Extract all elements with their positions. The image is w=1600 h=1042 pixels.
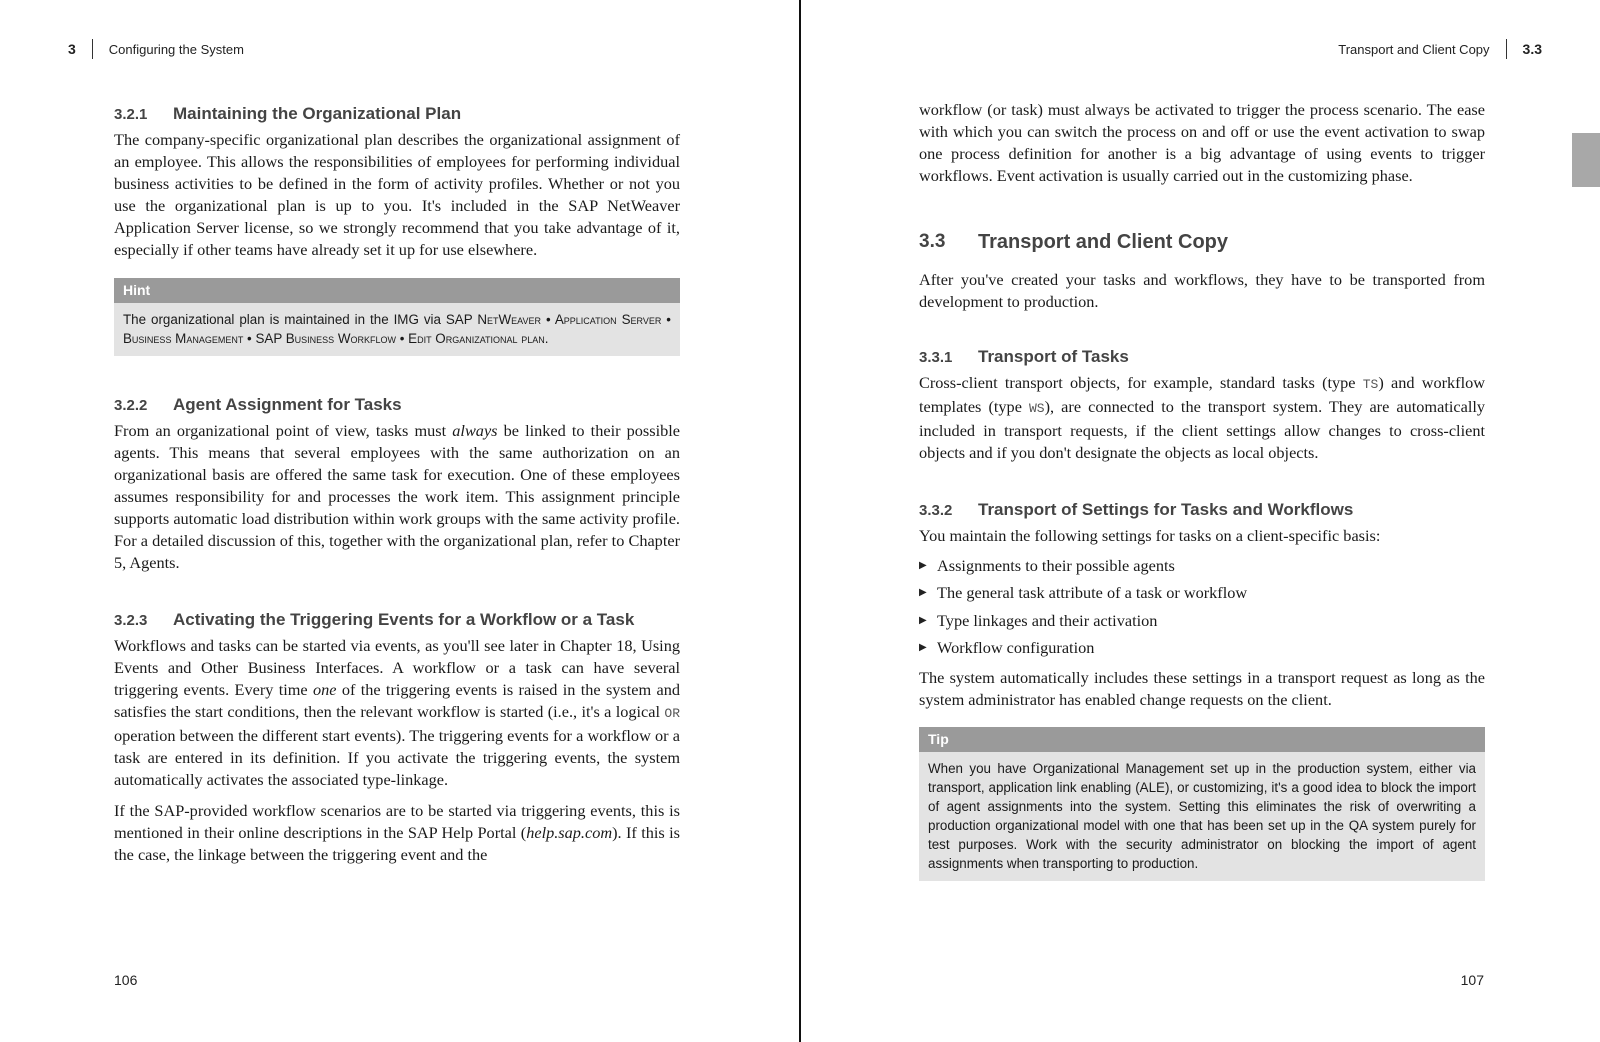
hint-prefix: The organizational plan is maintained in the IMG via <box>123 312 446 327</box>
section-heading-3-2-3 <box>114 605 680 635</box>
hint-title: Hint <box>114 278 680 303</box>
chapter-thumb-tab <box>1572 133 1600 187</box>
text-run: Cross-client transport objects, for example, standard tasks (type <box>919 373 1363 392</box>
section-title: Transport of Settings for Tasks and Workflows <box>978 500 1354 519</box>
list-item <box>919 579 1485 606</box>
section-title: Agent Assignment for Tasks <box>173 395 402 414</box>
chapter-number: 3 <box>68 41 76 57</box>
running-head-divider <box>92 39 93 59</box>
text-run: ). If this is the case, the linkage between the triggering event and the <box>114 823 680 864</box>
paragraph-continued: workflow (or task) must always be activated to trigger the process scenario. The ease with which you can switch the process on and off or use the event activation to swap one process definition for another is a big advantage of using events to trigger workflows. Event activation is usually carried out in the customizing phase. <box>919 100 1485 185</box>
section-heading-3-2-1 <box>114 99 680 129</box>
hint-box <box>114 278 680 356</box>
hint-menu-path: SAP NetWeaver • Application Server • Business Management • SAP Business Workflow • Edit Organizational plan. <box>123 312 671 346</box>
text-run: From an organizational point of view, tasks must <box>114 421 453 440</box>
section-title: Transport of Tasks <box>978 347 1129 366</box>
hint-text <box>114 303 680 356</box>
section-heading-3-3-2 <box>919 495 1485 525</box>
running-head-divider <box>1506 39 1507 59</box>
text-run: of the triggering events is raised in the system and satisfies the start conditions, then the relevant workflow is started (i.e., it's a logical <box>114 680 680 721</box>
emphasis: always <box>452 421 498 440</box>
paragraph-transport-intro: After you've created your tasks and workflows, they have to be transported from development to production. <box>919 270 1485 311</box>
list-item-text: Workflow configuration <box>937 637 1095 657</box>
tip-title: Tip <box>919 727 1485 752</box>
left-page <box>0 0 799 1042</box>
right-page <box>801 0 1600 1042</box>
section-running-number: 3.3 <box>1522 41 1542 57</box>
section-title: Maintaining the Organizational Plan <box>173 104 462 123</box>
section-running-title: Transport and Client Copy <box>1338 41 1490 57</box>
section-number: 3.3.1 <box>919 348 953 366</box>
section-number: 3.2.3 <box>114 611 148 629</box>
settings-list <box>919 552 1485 661</box>
list-item-text: The general task attribute of a task or workflow <box>937 583 1248 603</box>
paragraph-transport-tasks <box>919 372 1485 464</box>
list-item <box>919 607 1485 634</box>
tip-text: When you have Organizational Management set up in the production system, either via transport, application link enabling (ALE), or customizing, it's a good idea to block the import of agent assignments into the system. Setting this eliminates the risk of overwriting a production organizational model with one that has been set up in the QA system purely for test purposes. Work with the security administrator on blocking the import of agent assignments when transporting to production. <box>928 761 1476 872</box>
section-number: 3.2.1 <box>114 105 148 123</box>
paragraph-sap-scenarios <box>114 800 680 866</box>
triangle-bullet-icon: ▶ <box>919 641 927 653</box>
code-ts: TS <box>1362 377 1379 392</box>
code-ws: WS <box>1029 401 1045 416</box>
paragraph-settings-after: The system automatically includes these settings in a transport request as long as the system administrator has enabled change requests on the client. <box>919 668 1485 710</box>
triangle-bullet-icon: ▶ <box>919 587 927 599</box>
help-portal-link-text: help.sap.com <box>526 823 613 842</box>
text-run: operation between the different start events). The triggering events for a workflow or a task are entered in its definition. If you activate the triggering events, the system automatically activates the associated type-linkage. <box>114 726 680 789</box>
right-page-content <box>919 99 1485 881</box>
tip-box <box>919 727 1485 881</box>
emphasis: one <box>312 680 337 699</box>
paragraph-org-plan: The company-specific organizational plan describes the organizational assignment of an employee. This allows the responsibilities of employees for performing individual business activities to be defined in the form of activity profiles. Whether or not you use the organizational plan is up to you. It's included in the SAP NetWeaver Application Server license, so we strongly recommend that you take advantage of it, especially if other teams have already set it up for use elsewhere. <box>114 130 680 259</box>
chapter-title: Configuring the System <box>108 41 244 57</box>
section-number: 3.2.2 <box>114 396 148 414</box>
section-number: 3.3.2 <box>919 501 953 519</box>
triangle-bullet-icon: ▶ <box>919 560 927 571</box>
running-head-left <box>68 38 244 60</box>
left-page-content <box>114 99 680 866</box>
text-run: ), are connected to the transport system. They are automatically included in transport requests, if the client settings allow changes to cross-client objects and if you don't designate the objects as local objects. <box>919 397 1486 462</box>
section-heading-3-2-2 <box>114 390 680 420</box>
text-run: If the SAP-provided workflow scenarios are to be started via triggering events, this is mentioned in their online descriptions in the SAP Help Portal ( <box>114 801 680 842</box>
text-run: Workflows and tasks can be started via events, as you'll see later in Chapter 18, Using Events and Other Business Interfaces. A workflow or a task can have several triggering events. Every time <box>114 636 680 699</box>
code-or: OR <box>664 706 680 721</box>
list-item-text: Assignments to their possible agents <box>937 556 1175 575</box>
paragraph-settings-intro: You maintain the following settings for tasks on a client-specific basis: <box>919 526 1381 545</box>
running-head-right <box>1338 38 1542 60</box>
page-number-right: 107 <box>1460 972 1484 988</box>
paragraph-triggering-events <box>114 635 680 791</box>
list-item <box>919 634 1485 661</box>
list-item-text: Type linkages and their activation <box>937 610 1158 630</box>
section-title: Activating the Triggering Events for a Workflow or a Task <box>173 610 635 629</box>
section-title: Transport and Client Copy <box>978 230 1229 253</box>
section-heading-3-3 <box>919 225 1485 259</box>
section-number: 3.3 <box>919 231 946 252</box>
section-heading-3-3-1 <box>919 342 1485 372</box>
paragraph-agent-assignment <box>114 420 680 574</box>
text-run: be linked to their possible agents. This means that several employees with the same authorization on an organizational basis are offered the same task for execution. One of these employees assumes responsibility for and processes the work item. This assignment principle supports automatic load distribution within work groups with the same activity profile. For a detailed discussion of this, together with the organizational plan, refer to Chapter 5, Agents. <box>114 421 680 572</box>
page-number-left: 106 <box>114 972 138 988</box>
text-run: ) and workflow templates (type <box>919 373 1485 416</box>
list-item <box>919 552 1485 579</box>
triangle-bullet-icon: ▶ <box>919 614 927 626</box>
